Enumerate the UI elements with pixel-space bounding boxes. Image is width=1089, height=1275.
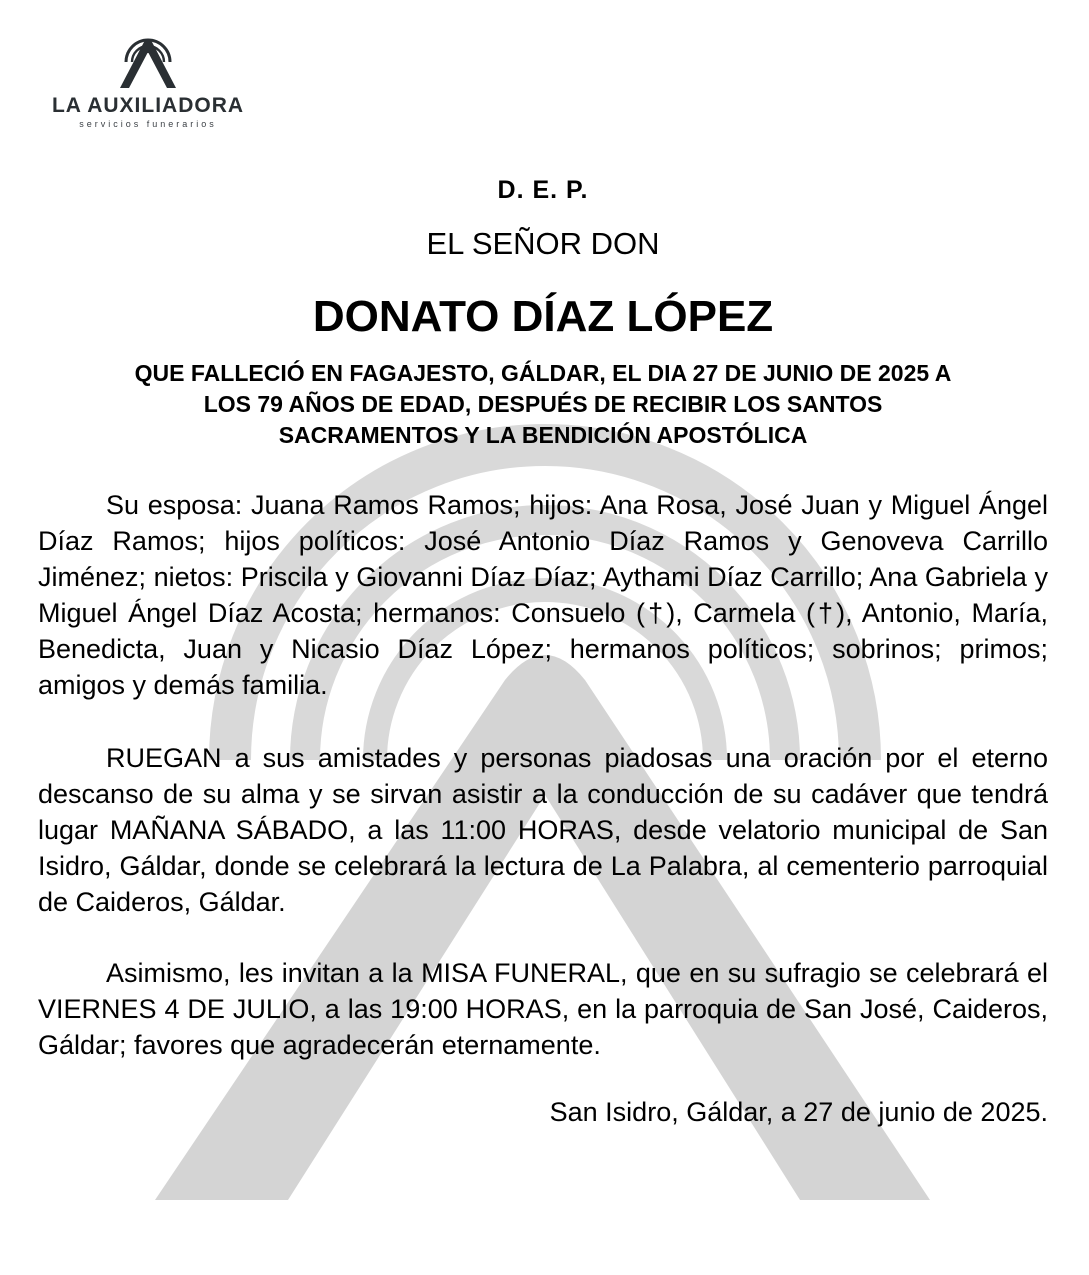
arch-a-logo-icon: [112, 22, 184, 94]
brand-tagline: servicios funerarios: [79, 119, 217, 129]
place-date-signoff: San Isidro, Gáldar, a 27 de junio de 2025.: [549, 1097, 1048, 1127]
deceased-name: DONATO DÍAZ LÓPEZ: [312, 292, 774, 341]
mass-paragraph: Asimismo, les invitan a la MISA FUNERAL, que en su sufragio se celebrará el VIERNES 4 DE JULIO, a las 19:00 HORAS, en la parroquia de San José, Caideros, Gáldar; favores que agradecerán eternamente.: [38, 958, 1048, 1060]
dep-heading: D. E. P.: [497, 176, 589, 204]
honorific: EL SEÑOR DON: [426, 226, 660, 261]
death-details-line: QUE FALLECIÓ EN FAGAJESTO, GÁLDAR, EL DIA 27 DE JUNIO DE 2025 A: [134, 360, 952, 386]
death-details-line: LOS 79 AÑOS DE EDAD, DESPUÉS DE RECIBIR LOS SANTOS: [203, 391, 883, 417]
family-paragraph: Su esposa: Juana Ramos Ramos; hijos: Ana Rosa, José Juan y Miguel Ángel Díaz Ramos; hijos políticos: José Antonio Díaz Ramos y Genoveva Carrillo Jiménez; nietos: Priscila y Giovanni Díaz Díaz; Aythami Díaz Carrillo; Ana Gabriela y Miguel Ángel Díaz Acosta; hermanos: Consuelo (†), Carmela (†), Antonio, María, Benedicta, Juan y Nicasio Díaz López; hermanos políticos; sobrinos; primos; amigos y demás familia.: [38, 490, 1048, 700]
brand-logo: [38, 22, 258, 132]
death-details: [38, 358, 1048, 451]
request-paragraph: RUEGAN a sus amistades y personas piadosas una oración por el eterno descanso de su alma y se sirvan asistir a la conducción de su cadáver que tendrá lugar MAÑANA SÁBADO, a las 11:00 HORAS, desde velatorio municipal de San Isidro, Gáldar, donde se celebrará la lectura de La Palabra, al cementerio parroquial de Caideros, Gáldar.: [38, 743, 1048, 917]
death-details-line: SACRAMENTOS Y LA BENDICIÓN APOSTÓLICA: [278, 422, 808, 448]
brand-name: LA AUXILIADORA: [51, 94, 245, 117]
